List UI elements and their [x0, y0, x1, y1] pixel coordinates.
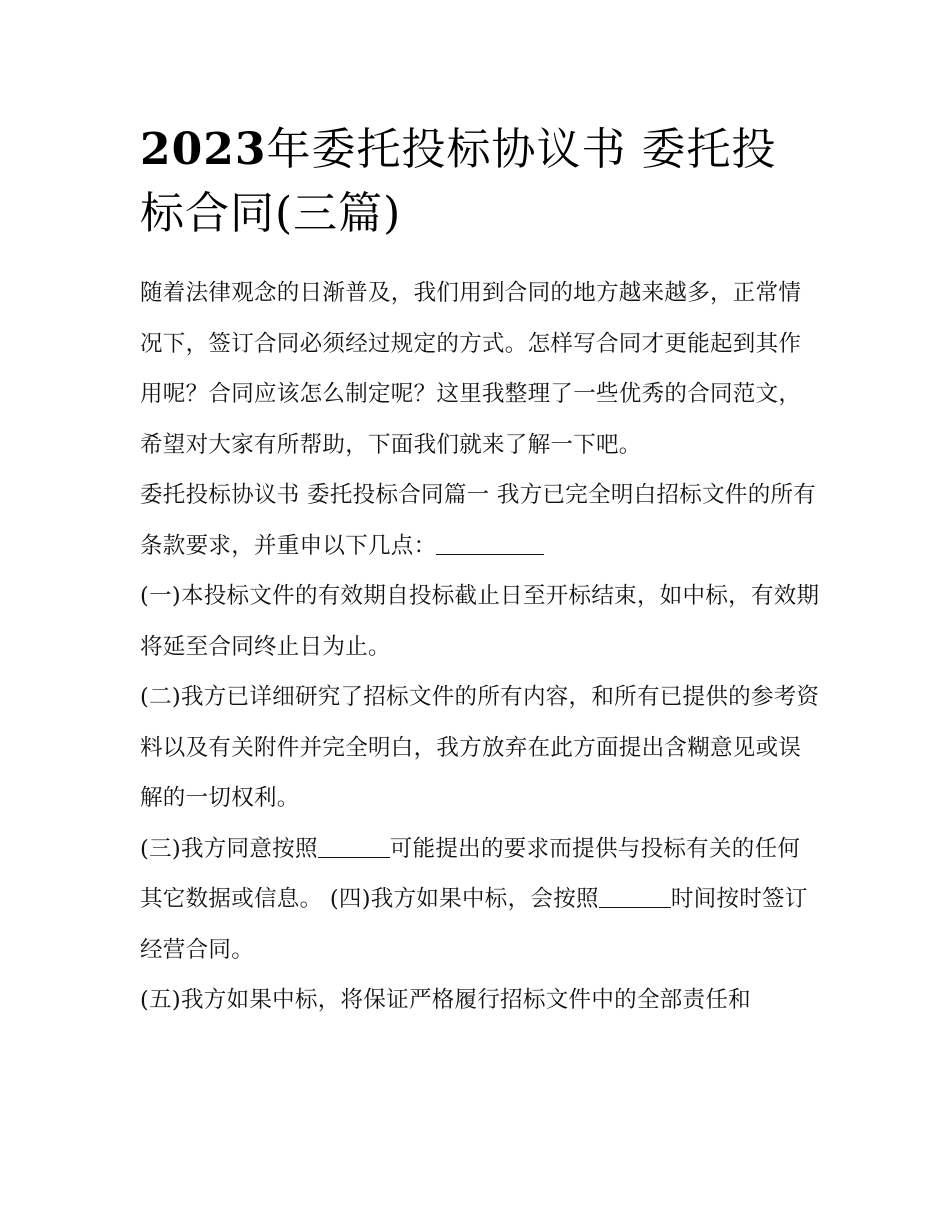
paragraph-5: (五)我方如果中标，将保证严格履行招标文件中的全部责任和 — [140, 987, 751, 1013]
paragraph-3: (二)我方已详细研究了招标文件的所有内容，和所有已提供的参考资料以及有关附件并完全明白，我方放弃在此方面提出含糊意见或误解的一切权利。 — [140, 684, 820, 811]
paragraph-4 — [140, 824, 820, 976]
title-text: 年委托投标协议书 委托投标合同(三篇) — [140, 124, 777, 239]
paragraph-4-text-a: (三)我方同意按照 — [140, 835, 318, 862]
document-page — [140, 118, 820, 1026]
blank-line — [436, 530, 544, 555]
blank-line — [318, 833, 390, 858]
paragraph-4-text-c: 时间按时签订经营合同。 — [140, 886, 808, 963]
paragraph-1-text: 委托投标协议书 委托投标合同篇一 我方已完全明白招标文件的所有条款要求，并重申以下几点： — [140, 482, 817, 559]
title-year: 2023 — [140, 124, 267, 175]
document-title — [140, 118, 820, 246]
intro-paragraph: 随着法律观念的日渐普及，我们用到合同的地方越来越多，正常情况下，签订合同必须经过规定的方式。怎样写合同才更能起到其作用呢？合同应该怎么制定呢？这里我整理了一些优秀的合同范文，希望对大家有所帮助，下面我们就来了解一下吧。 — [140, 280, 802, 458]
paragraph-1 — [140, 470, 820, 571]
paragraph-2: (一)本投标文件的有效期自投标截止日至开标结束，如中标，有效期将延至合同终止日为止。 — [140, 583, 820, 660]
blank-line — [599, 883, 671, 908]
paragraph-4-text-b: 可能提出的要求而提供与投标有关的任何其它数据或信息。 (四)我方如果中标，会按照 — [140, 835, 801, 912]
